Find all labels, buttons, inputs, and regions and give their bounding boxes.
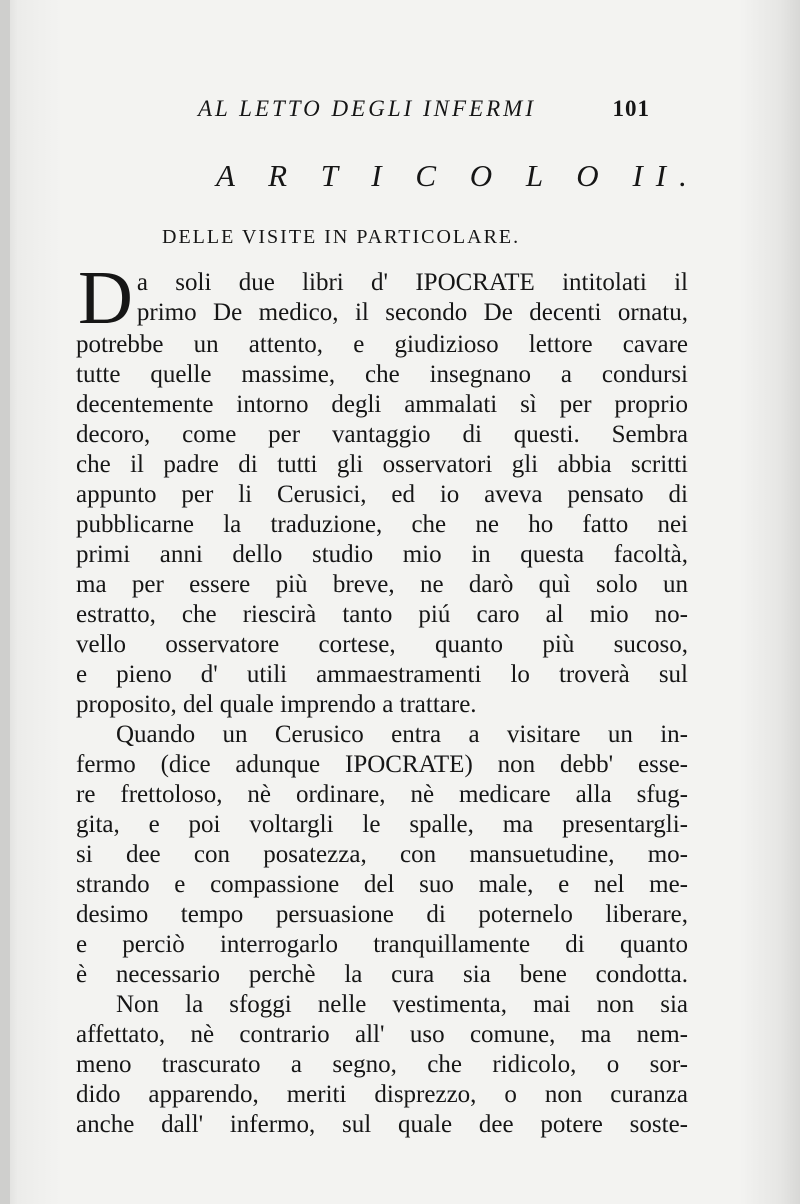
page-number: 101	[612, 96, 650, 121]
text-line: meno trascurato a segno, che ridicolo, o sor-	[76, 1051, 688, 1078]
text-line: estratto, che riescirà tanto piú caro al mio no-	[76, 601, 688, 628]
running-title: AL LETTO DEGLI INFERMI	[198, 96, 536, 121]
text-line: ma per essere più breve, ne darò quì solo un	[76, 571, 688, 598]
text-line: strando e compassione del suo male, e nel me-	[76, 871, 688, 898]
text-line: dido apparendo, meriti disprezzo, o non curanza	[76, 1081, 688, 1108]
article-heading: A R T I C O L O II.	[216, 158, 700, 193]
text-line: Non la sfoggi nelle vestimenta, mai non sia	[116, 991, 688, 1018]
section-heading: DELLE VISITE IN PARTICOLARE.	[162, 226, 521, 248]
text-line: a soli due libri d' IPOCRATE intitolati il	[136, 269, 688, 296]
text-line: fermo (dice adunque IPOCRATE) non debb' esse-	[76, 751, 688, 778]
text-line: anche dall' infermo, sul quale dee potere soste-	[76, 1111, 688, 1138]
text-line: decentemente intorno degli ammalati sì per proprio	[76, 391, 688, 418]
body-text	[76, 256, 688, 1140]
text-line: Quando un Cerusico entra a visitare un in-	[116, 721, 688, 748]
text-line: potrebbe un attento, e giudizioso lettore cavare	[76, 331, 688, 358]
text-line: appunto per li Cerusici, ed io aveva pensato di	[76, 481, 688, 508]
text-line: gita, e poi voltargli le spalle, ma presentargli-	[76, 811, 688, 838]
text-line: proposito, del quale imprendo a trattare.	[76, 691, 477, 718]
text-line: pubblicarne la traduzione, che ne ho fatto nei	[76, 511, 688, 538]
running-head	[198, 96, 650, 126]
text-line: primo De medico, il secondo De decenti ornatu,	[136, 299, 688, 326]
text-line: tutte quelle massime, che insegnano a condursi	[76, 361, 688, 388]
text-line: re frettoloso, nè ordinare, nè medicare alla sfug-	[76, 781, 688, 808]
text-line: e perciò interrogarlo tranquillamente di quanto	[76, 931, 688, 958]
text-line: desimo tempo persuasione di poternelo liberare,	[76, 901, 688, 928]
text-line: decoro, come per vantaggio di questi. Sembra	[76, 421, 688, 448]
text-line: primi anni dello studio mio in questa facoltà,	[76, 541, 688, 568]
text-line: che il padre di tutti gli osservatori gli abbia scritti	[76, 451, 688, 478]
text-line: affettato, nè contrario all' uso comune, ma nem-	[76, 1021, 688, 1048]
text-line: vello osservatore cortese, quanto più sucoso,	[76, 631, 688, 658]
text-line: si dee con posatezza, con mansuetudine, mo-	[76, 841, 688, 868]
drop-cap: D	[78, 256, 133, 340]
page-edge-shadow	[0, 0, 10, 1204]
text-line: e pieno d' utili ammaestramenti lo troverà sul	[76, 661, 688, 688]
text-line: è necessario perchè la cura sia bene condotta.	[76, 961, 688, 988]
